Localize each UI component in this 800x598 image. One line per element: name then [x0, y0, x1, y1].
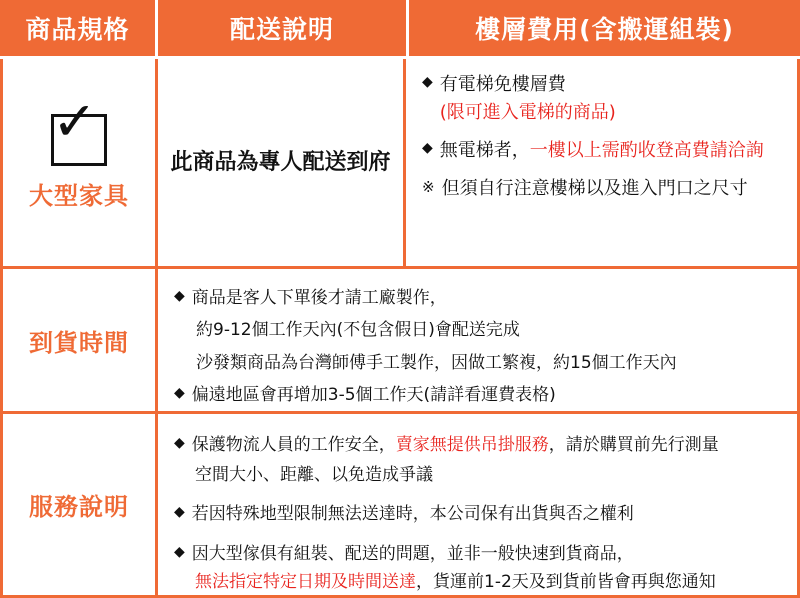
- row-label-text: 到貨時間: [29, 328, 129, 357]
- note-text: 無電梯者，一樓以上需酌收登高費請洽詢: [439, 139, 764, 161]
- diamond-bullet-icon: ◆: [422, 139, 433, 156]
- header-cell-floor-fee: 樓層費用(含搬運組裝): [475, 15, 734, 44]
- table-header-row: [0, 0, 800, 59]
- note-item: [174, 541, 783, 567]
- arrival-time-notes: [158, 269, 797, 411]
- diamond-bullet-icon: ◆: [174, 435, 185, 451]
- row-label-arrival-time: [3, 269, 158, 411]
- diamond-bullet-icon: ◆: [174, 544, 185, 561]
- delivery-method-text: 此商品為專人配送到府: [158, 59, 406, 266]
- note-item: [422, 71, 783, 127]
- reference-mark-icon: ※: [422, 177, 435, 196]
- row-label-service: [3, 414, 158, 595]
- note-item: [174, 432, 783, 458]
- note-text: 無法指定特定日期及時間送達，貨運前1-2天及到貨前皆會再與您通知: [195, 572, 716, 593]
- floor-fee-notes: [406, 59, 797, 266]
- note-text: 因大型傢俱有組裝、配送的問題，並非一般快速到貨商品，: [191, 544, 634, 565]
- row-label-large-furniture: [3, 59, 158, 266]
- note-text: 若因特殊地型限制無法送達時，本公司保有出貨與否之權利: [191, 503, 634, 524]
- service-notes: [158, 414, 797, 595]
- note-text: 有電梯免樓層費 (限可進入電梯的商品): [439, 74, 616, 123]
- note-text: 保護物流人員的工作安全，賣家無提供吊掛服務，請於購買前先行測量: [191, 435, 719, 455]
- diamond-bullet-icon: ◆: [174, 503, 185, 520]
- note-text: 約9-12個工作天內(不包含假日)會配送完成: [196, 320, 520, 341]
- note-item: [174, 285, 783, 311]
- table-row: [3, 414, 797, 595]
- header-cell-delivery: 配送說明: [158, 0, 409, 56]
- row-label-text: 大型家具: [29, 182, 129, 210]
- note-text: 偏遠地區會再增加3-5個工作天(請詳看運費表格): [191, 385, 556, 406]
- note-text: 但須自行注意樓梯以及進入門口之尺寸: [441, 177, 748, 199]
- note-item: [422, 175, 783, 203]
- row-label-text: 服務說明: [29, 493, 129, 521]
- checkbox-tick-icon: ✓: [51, 114, 107, 166]
- note-text: 商品是客人下單後才請工廠製作，: [191, 288, 447, 308]
- note-item: [422, 137, 783, 165]
- note-item: [174, 501, 783, 527]
- diamond-bullet-icon: ◆: [174, 288, 185, 304]
- note-subtext: (限可進入電梯的商品): [439, 101, 616, 123]
- table-row: [3, 269, 797, 414]
- header-cell-spec: 商品規格: [0, 0, 158, 56]
- table-row: [3, 59, 797, 269]
- diamond-bullet-icon: ◆: [422, 74, 433, 90]
- note-text: 沙發類商品為台灣師傅手工製作，因做工繁複，約15個工作天內: [196, 352, 677, 373]
- table-body: [0, 59, 800, 598]
- note-subtext: 空間大小、距離、以免造成爭議: [195, 465, 433, 486]
- note-item: [174, 382, 783, 408]
- diamond-bullet-icon: ◆: [174, 385, 185, 402]
